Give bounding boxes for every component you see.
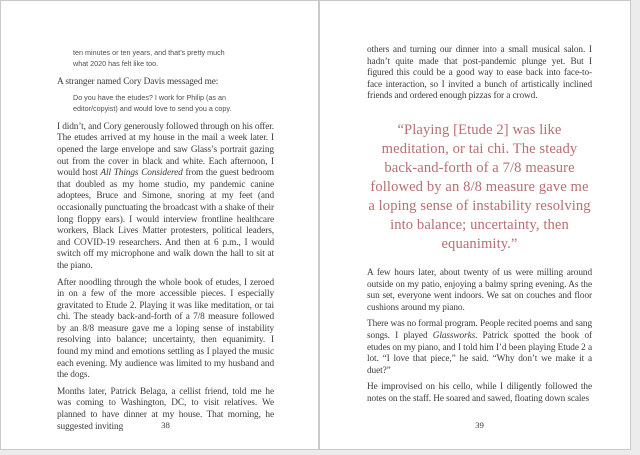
right-page-content: [367, 45, 592, 411]
pull-quote: “Playing [Etude 2] was like meditation, or tai chi. The steady back-and-forth of a 7/8 measure followed by an 8/8 measure gave me a loping sense of instability resolving into balance; uncertainty, then equanimity.”: [368, 121, 591, 252]
left-page-content: [57, 45, 274, 438]
page-number-right: 39: [475, 420, 484, 430]
paragraph: A stranger named Cory Davis messaged me:: [57, 76, 219, 87]
page-number-left: 38: [161, 420, 170, 430]
paragraph: There was no formal program. People recited poems and sang songs. I played Glassworks. Patrick spotted the book of etudes on my piano, and I told him I’d been playing Etude 2 a lot. “I love that piece,” he said. “Why don’t we make it a duet?”: [367, 319, 592, 376]
inset-quote: Do you have the etudes? I work for Philip (as an editor/copyist) and would love to send you a copy.: [73, 93, 232, 113]
paragraph: A few hours later, about twenty of us were milling around outside on my patio, enjoying a balmy spring evening. As the sun set, everyone went indoors. We sat on couches and floor cushions around my piano.: [367, 267, 592, 313]
left-page: [1, 1, 319, 449]
right-page: [319, 1, 630, 449]
paragraph: Months later, Patrick Belaga, a cellist friend, told me he was coming to Washington, DC, to visit relatives. We planned to have dinner at my house. That morning, he suggested inviting: [57, 386, 274, 432]
paragraph: I didn’t, and Cory generously followed through on his offer. The etudes arrived at my house in the mail a week later. I opened the large envelope and saw Glass’s portrait gazing out from the cover in black and white. Each afternoon, I would host All Things Considered from the guest bedroom that doubled as my home studio, my pandemic canine adoptees, Bruce and Simone, snoring at my feet (and occasionally punctuating the broadcast with a shake of their long floppy ears). I would interview frontline healthcare workers, Black Lives Matter protesters, political leaders, and COVID-19 researchers. And then at 6 p.m., I would switch off my microphone and walk down the hall to sit at the piano.: [57, 121, 275, 271]
paragraph: others and turning our dinner into a small musical salon. I hadn’t quite made that post-pandemic plunge yet. But I figured this could be a good way to ease back into face-to-face interaction, so I invited a bunch of artistically inclined friends and ordered enough pizzas for a crowd.: [367, 45, 592, 102]
paragraph: He improvised on his cello, while I diligently followed the notes on the staff. He soared and sawed, floating down scales: [367, 382, 592, 404]
inset-quote: ten minutes or ten years, and that’s pretty much what 2020 has felt like too.: [73, 48, 225, 68]
paragraph: After noodling through the whole book of etudes, I zeroed in on a few of the more accessible pieces. I especially gravitated to Etude 2. Playing it was like meditation, or tai chi. The steady back-and-forth of a 7/8 measure followed by an 8/8 measure gave me a loping sense of instability resolving into balance; uncertainty, then equanimity. I found my mind and emotions settling as I played the music each evening. My audience was limited to my husband and the dogs.: [57, 277, 274, 381]
